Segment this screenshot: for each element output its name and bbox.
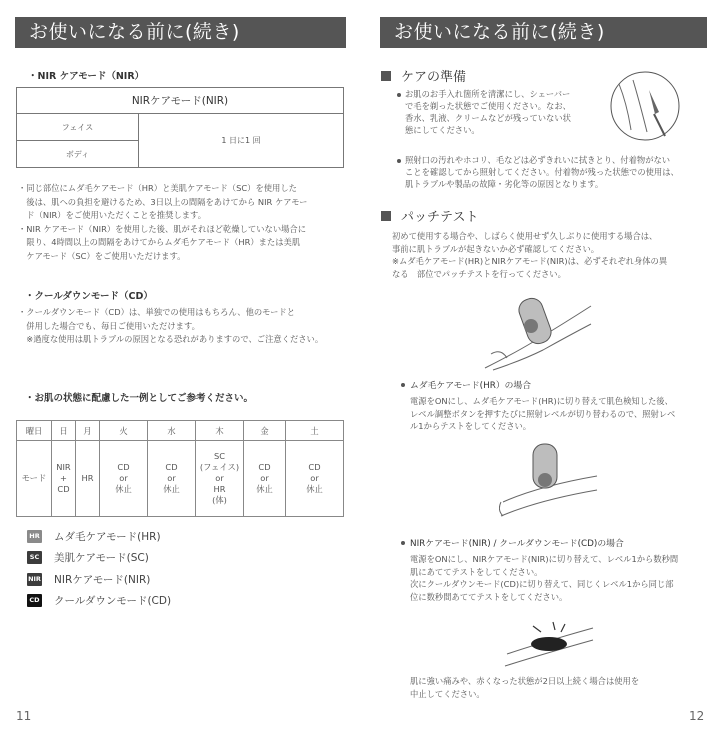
legend-item-hr [27,529,161,543]
schedule-header-cell: 金 [244,421,286,441]
shaving-illustration-icon [609,70,681,142]
legend-item-cd [27,593,171,607]
legend-label: 美肌ケアモード(SC) [54,551,149,564]
schedule-header-cell: 曜日 [17,421,52,441]
bullet-icon [401,383,405,387]
bullet-icon [401,541,405,545]
legend-item-nir [27,572,150,586]
schedule-header-cell: 土 [286,421,344,441]
schedule-header-cell: 木 [196,421,244,441]
page-header: お使いになる前に(続き) [15,17,346,48]
legend-label: NIRケアモード(NIR) [54,573,151,586]
square-icon [381,211,391,221]
cd-heading: ・クールダウンモード（CD） [25,291,153,302]
legend-label: クールダウンモード(CD) [54,594,172,607]
note-line: ケアモード（SC）をご使用いただけます。 [18,250,186,261]
page-number: 11 [16,709,32,723]
closing-text: 肌に強い痛みや、赤くなった状態が2日以上続く場合は使用を 中止してください。 [410,676,640,699]
note-line: 併用した場合でも、毎日ご使用いただけます。 [18,320,200,331]
schedule-cell-mon: HR [76,441,100,517]
schedule-header-cell: 水 [148,421,196,441]
note-line: ・クールダウンモード（CD）は、単独での使用はもちろん、他のモードと [18,307,296,317]
schedule-header-cell: 火 [100,421,148,441]
note-line: ※過度な使用は肌トラブルの原因となる恐れがありますので、ご注意ください。 [18,334,324,344]
device-on-forearm-illustration-icon [499,440,599,520]
nir-notes [18,182,353,263]
nir-table-title: NIRケアモード(NIR) [17,88,344,114]
sc-badge: SC [27,551,42,564]
right-page [363,0,725,742]
patch-test-title: パッチテスト [381,206,478,225]
schedule-cell-wed: CD or 休止 [148,441,196,517]
care-bullet-2: 照射口の汚れやホコリ、毛などは必ずきれいに拭きとり、付着物がない ことを確認してから照射してください。付着物が残った状態での使用は、 肌トラブルや製品の故障・劣化等の原因となります。 [405,155,679,189]
hr-badge: HR [27,530,42,543]
schedule-cell-thu: SC (フェイス) or HR (体) [196,441,244,517]
schedule-header-cell: 月 [76,421,100,441]
legend-item-sc [27,550,149,564]
note-line: ド（NIR）をご使用いただくことを推奨します。 [18,210,206,220]
note-line: ・同じ部位にムダ毛ケアモード（HR）と美肌ケアモード（SC）を使用した [18,183,297,193]
cd-notes [18,306,358,347]
nir-table-row-body: ボディ [17,141,139,168]
bullet-icon [397,159,401,163]
patch-intro: 初めて使用する場合や、しばらく使用せず久しぶりに使用する場合は、 事前に肌トラブルが起きないか必ず確認してください。 ※ムダ毛ケアモード(HR)とNIRケアモード(NIR)は、必ずそれぞれ身体の異 なる 部位でパッチテストを行ってください。 [392,231,668,279]
note-line: 後は、肌への負担を避けるため、3日以上の間隔をあけてから NIR ケアモー [18,196,308,207]
nir-table-value: 1 日に1 回 [139,114,344,168]
care-bullet-1: お肌のお手入れ箇所を清潔にし、シェーバー で毛を剃った状態でご使用ください。なお、 香水、乳液、クリームなどが残っていない状 態にしてください。 [405,89,571,135]
legend-label: ムダ毛ケアモード(HR) [54,530,161,543]
example-heading: ・お肌の状態に配慮した一例としてご参考ください。 [25,393,254,404]
care-prep-title: ケアの準備 [381,66,466,85]
page-number: 12 [689,709,705,723]
schedule-cell-fri: CD or 休止 [244,441,286,517]
bullet-icon [397,93,401,97]
nir-table-row-face: フェイス [17,114,139,141]
device-glow-on-arm-illustration-icon [503,614,595,670]
device-on-arm-illustration-icon [483,284,593,372]
nir-heading: ・NIR ケアモード（NIR） [28,71,145,82]
left-page [0,0,362,742]
page-header: お使いになる前に(続き) [380,17,707,48]
cd-badge: CD [27,594,42,607]
nir-cd-text: 電源をONにし、NIRケアモード(NIR)に切り替えて、レベル1から数秒間 肌にあててテストをしてください。 次にクールダウンモード(CD)に切り替えて、同じくレベル1から同じ部 位に数秒間あててテストをしてください。 [410,554,679,602]
schedule-cell-sun: NIR + CD [52,441,76,517]
note-line: 限り、4時間以上の間隔をあけてからムダ毛ケアモード（HR）または美肌 [18,237,301,247]
schedule-header-cell: 日 [52,421,76,441]
hr-subheading: ムダ毛ケアモード(HR）の場合 [410,381,532,391]
schedule-cell-tue: CD or 休止 [100,441,148,517]
square-icon [381,71,391,81]
nir-cd-subheading: NIRケアモード(NIR) / クールダウンモード(CD)の場合 [410,539,624,549]
hr-text: 電源をONにし、ムダ毛ケアモード(HR)に切り替えて肌色検知した後、 レベル調整ボタンを押すたびに照射レベルが切り替わるので、照射レベ ル1からテストをしてください。 [410,396,676,431]
note-line: ・NIR ケアモード（NIR）を使用した後、肌がそれほど乾燥していない場合に [18,223,307,234]
nir-frequency-table [16,87,344,168]
schedule-table [16,420,344,517]
nir-badge: NIR [27,573,42,586]
schedule-cell-sat: CD or 休止 [286,441,344,517]
schedule-row-label: モード [17,441,52,517]
